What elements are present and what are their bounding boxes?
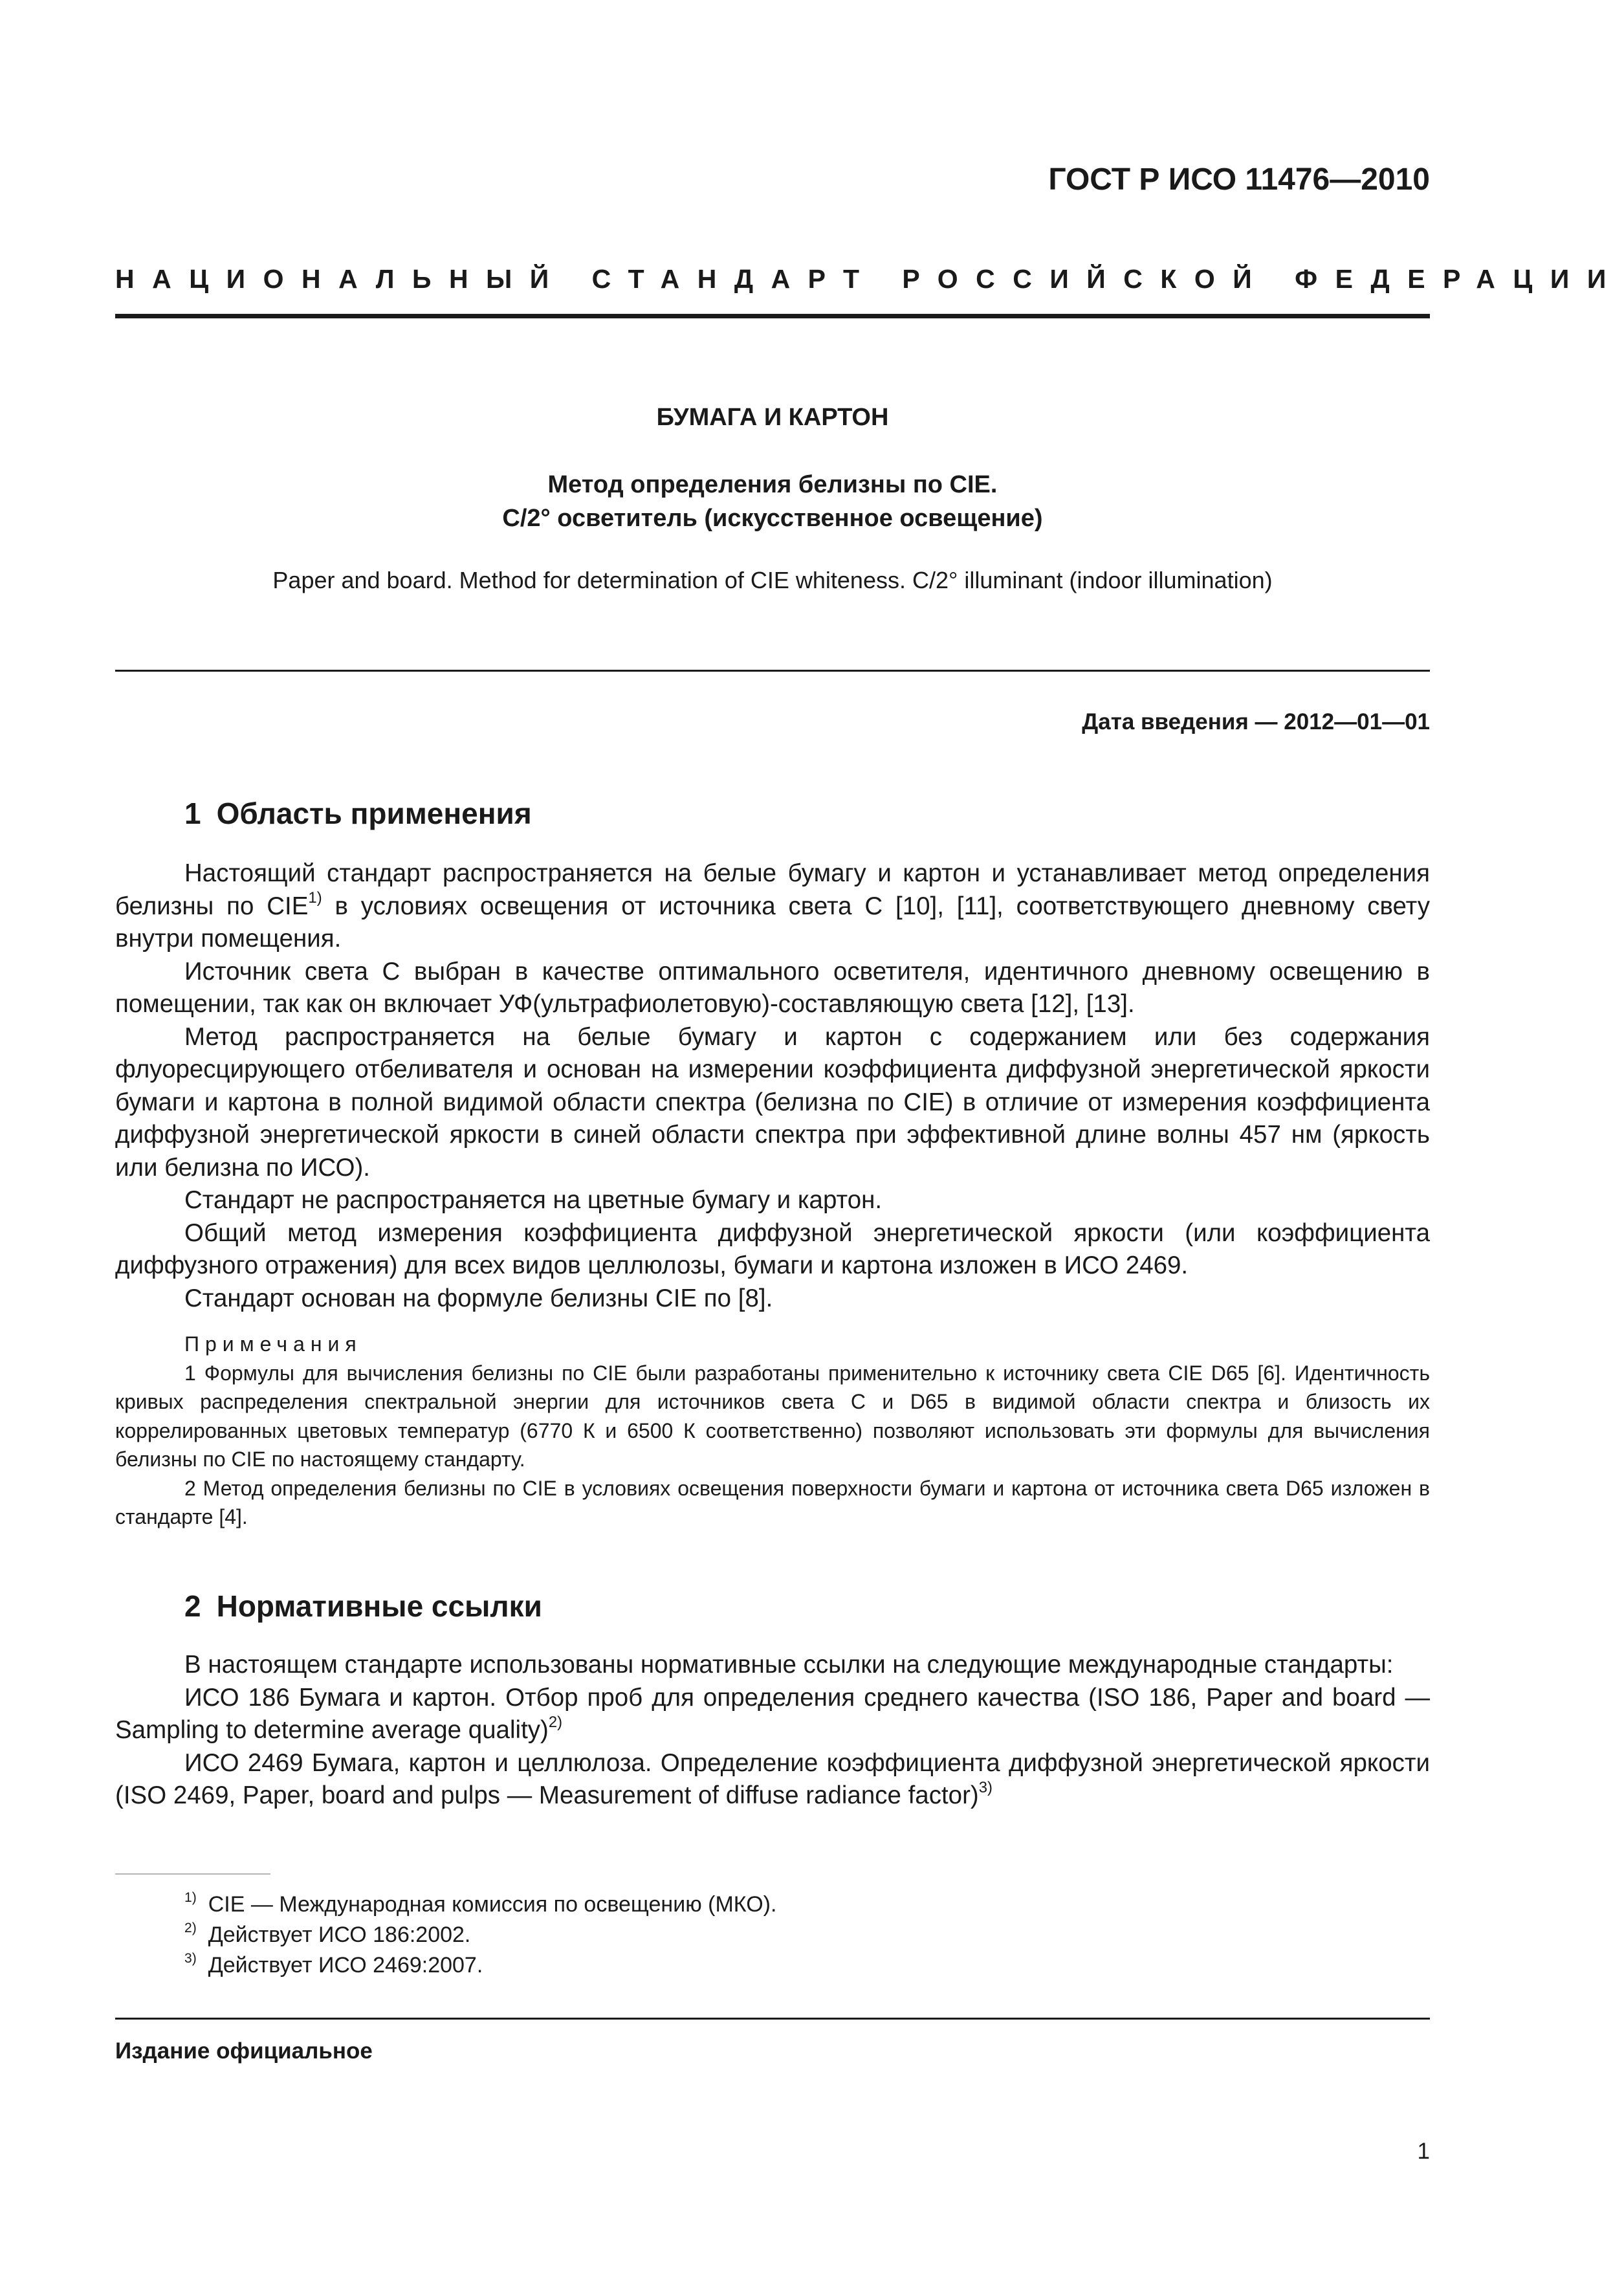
section-title: Область применения: [216, 797, 532, 830]
paragraph: Метод распространяется на белые бумагу и картон с содержанием или без содержания флуоресцирующего отбеливателя и основан на измерении коэффициента диффузной энергетической яркости бумаги и картона в полной видимой области спектра (белизна по CIE) в отличие от измерения коэффициента диффузной энергетической яркости в синей области спектра при эффективной длине волны 457 нм (яркость или белизна по ИСО).: [115, 1022, 1430, 1182]
footer-rule: [115, 2018, 1430, 2020]
subtitle-line-2: C/2° осветитель (искусственное освещение): [502, 505, 1043, 532]
footnote-ref: 3): [978, 1778, 993, 1796]
paragraph-text: в условиях освещения от источника света C [10], [11], соответствующего дневному свету внутри помещения.: [115, 892, 1431, 953]
document-page: [115, 0, 1624, 2270]
section-2-heading: [184, 1589, 542, 1624]
paragraph: [115, 1682, 1430, 1747]
section-1-heading: [184, 796, 532, 831]
paragraph-text: ИСО 2469 Бумага, картон и целлюлоза. Определение коэффициента диффузной энергетической яркости (ISO 2469, Paper, board and pulps — Measurement of diffuse radiance factor): [115, 1748, 1430, 1809]
paragraph: Стандарт основан на формуле белизны CIE по [8].: [184, 1284, 773, 1312]
footnote: [115, 1890, 1430, 1920]
paragraph: Общий метод измерения коэффициента диффузной энергетической яркости (или коэффициента диффузного отражения) для всех видов целлюлозы, бумаги и картона изложен в ИСО 2469.: [115, 1218, 1430, 1279]
subtitle-line-1: Метод определения белизны по CIE.: [547, 471, 998, 498]
footnote-separator: [115, 1873, 270, 1875]
section-2-body: [115, 1649, 1430, 1813]
paragraph-text: Настоящий стандарт распространяется на белые бумагу и картон и устанавливает метод определения белизны по CIE: [115, 859, 1430, 920]
footnotes: [115, 1890, 1430, 1981]
introduction-date: Дата введения — 2012—01—01: [1082, 709, 1430, 734]
footnote: [115, 1920, 1430, 1950]
footnote-mark: 2): [184, 1920, 197, 1935]
paragraph: [115, 1747, 1430, 1813]
english-title: Paper and board. Method for determination of CIE whiteness. C/2° illuminant (indoor illumination): [272, 567, 1273, 593]
footnote-ref: 2): [548, 1713, 563, 1731]
footnote: [115, 1950, 1430, 1981]
note-item: 2 Метод определения белизны по CIE в условиях освещения поверхности бумаги и картона от источника света D65 изложен в стандарте [4].: [115, 1476, 1430, 1528]
section-number: 1: [184, 797, 201, 830]
edition-label: Издание официальное: [115, 2038, 373, 2064]
note-item: 1 Формулы для вычисления белизны по CIE были разработаны применительно к источнику света CIE D65 [6]. Идентичность кривых распределения спектральной энергии для источников света C и D65 в видимой области спектра и близость их коррелированных цветовых температур (6770 К и 6500 К соответственно) позволяют использовать эти формулы для вычисления белизны по CIE по настоящему стандарту.: [115, 1361, 1430, 1471]
document-title: БУМАГА И КАРТОН: [656, 404, 889, 431]
page-number: 1: [1417, 2139, 1430, 2164]
national-standard-banner: НАЦИОНАЛЬНЫЙ СТАНДАРТ РОССИЙСКОЙ ФЕДЕРАЦИИ: [115, 264, 1624, 294]
footnote-text: Действует ИСО 2469:2007.: [208, 1953, 483, 1978]
footnote-mark: 3): [184, 1950, 197, 1966]
title-rule: [115, 670, 1430, 672]
section-1-body: [115, 857, 1430, 1315]
paragraph: Стандарт не распространяется на цветные бумагу и картон.: [184, 1186, 883, 1214]
header-rule: [115, 314, 1430, 318]
notes-heading: Примечания: [184, 1332, 362, 1356]
section-title: Нормативные ссылки: [216, 1589, 542, 1623]
paragraph: В настоящем стандарте использованы нормативные ссылки на следующие международные стандарты:: [184, 1651, 1394, 1679]
footnote-mark: 1): [184, 1890, 197, 1905]
paragraph-text: ИСО 186 Бумага и картон. Отбор проб для определения среднего качества (ISO 186, Paper and board — Sampling to determine average quality): [115, 1683, 1430, 1744]
notes-block: [115, 1330, 1430, 1532]
footnote-ref: 1): [308, 889, 322, 907]
footnote-text: CIE — Международная комиссия по освещению (МКО).: [208, 1892, 777, 1917]
section-number: 2: [184, 1589, 201, 1623]
document-code: ГОСТ Р ИСО 11476—2010: [1048, 162, 1430, 197]
paragraph: Источник света C выбран в качестве оптимального осветителя, идентичного дневному освещению в помещении, так как он включает УФ(ультрафиолетовую)-составляющую света [12], [13].: [115, 957, 1430, 1018]
document-subtitle: [115, 468, 1430, 535]
paragraph: [115, 857, 1430, 956]
footnote-text: Действует ИСО 186:2002.: [208, 1923, 471, 1947]
